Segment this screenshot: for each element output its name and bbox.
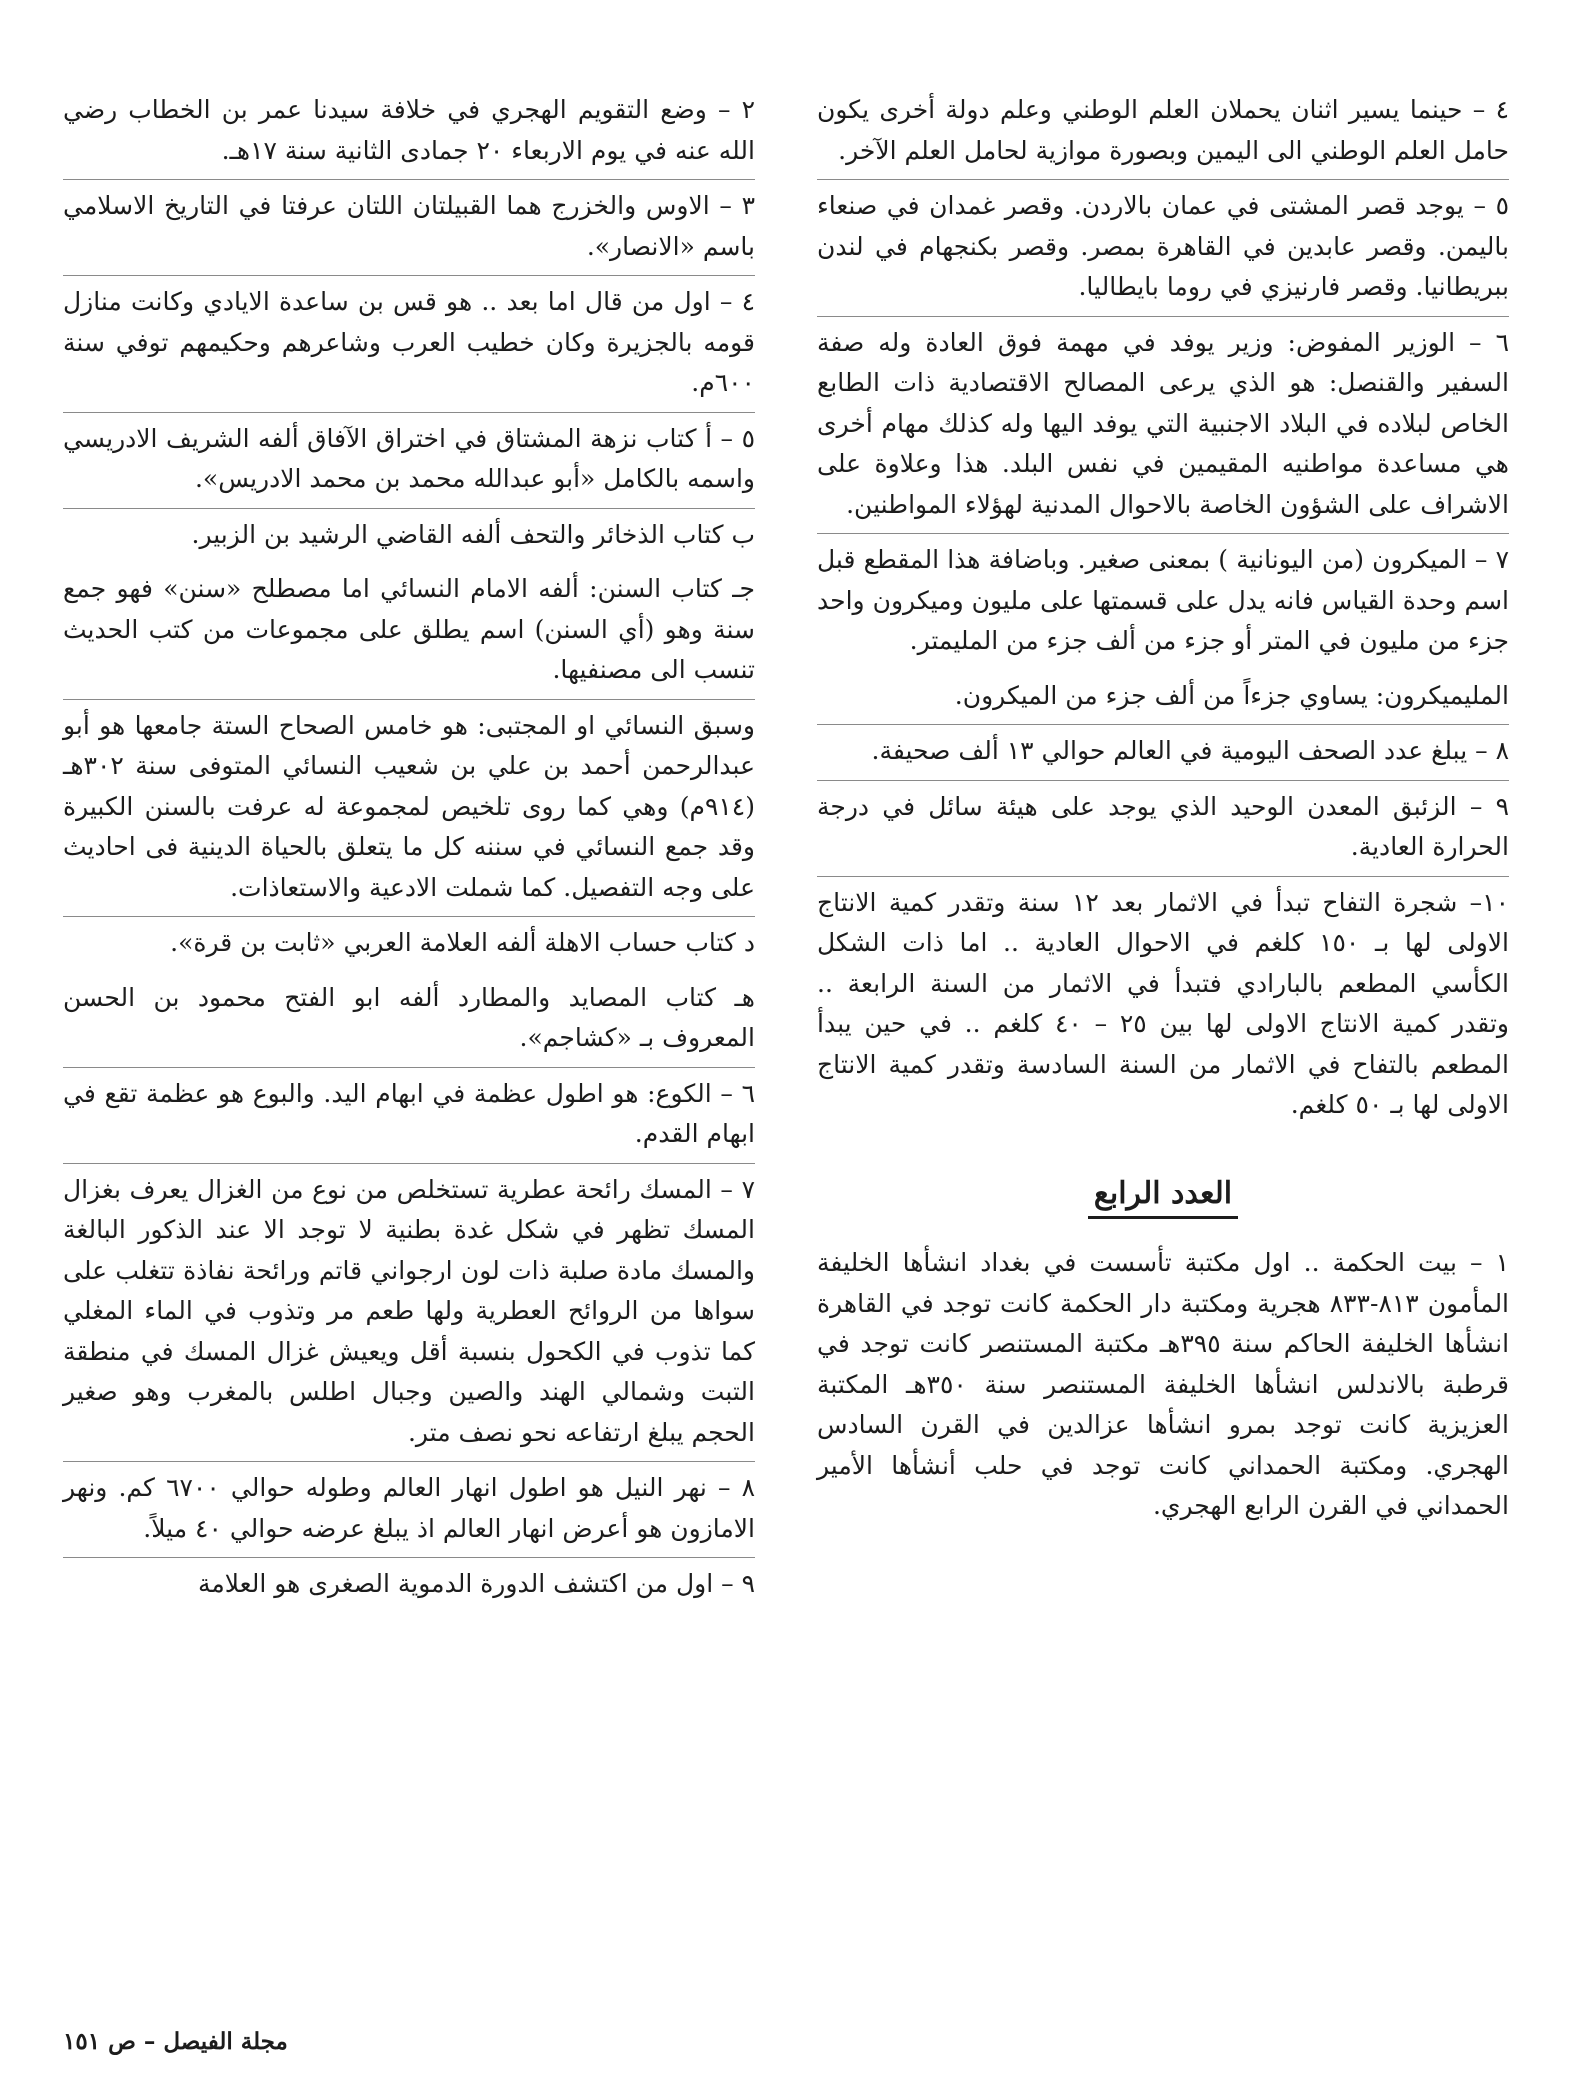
left-column	[63, 84, 755, 1613]
section-title: العدد الرابع	[1088, 1174, 1238, 1220]
article-paragraph: ٧ – المسك رائحة عطرية تستخلص من نوع من الغزال يعرف بغزال المسك تظهر في شكل غدة بطنية لا توجد الا عند الذكور البالغة والمسك مادة صلبة ذات لون ارجواني قاتم ورائحة نفاذة تتغلب على سواها من الروائح العطرية ولها طعم مر وتذوب في الماء المغلي كما تذوب في الكحول بنسبة أقل ويعيش غزال المسك في منطقة التبت وشمالي الهند والصين وجبال اطلس بالمغرب وهو صغير الحجم يبلغ ارتفاعه نحو نصف متر.	[63, 1164, 755, 1463]
article-paragraph: جـ كتاب السنن: ألفه الامام النسائي اما مصطلح «سنن» فهو جمع سنة وهو (أي السنن) اسم يطلق على مجموعات من كتب الحديث تنسب الى مصنفيها.	[63, 563, 755, 700]
article-paragraph: وسبق النسائي او المجتبى: هو خامس الصحاح الستة جامعها هو أبو عبدالرحمن أحمد بن علي بن شعيب النسائي المتوفى سنة ٣٠٢هـ (٩١٤م) وهي كما روى تلخيص لمجموعة له عرفت بالسنن الكبيرة وقد جمع النسائي في سننه كل ما يتعلق بالحياة الدينية فى احاديث على وجه التفصيل. كما شملت الادعية والاستعاذات.	[63, 700, 755, 918]
article-paragraph: ٧ – الميكرون (من اليونانية ) بمعنى صغير. وباضافة هذا المقطع قبل اسم وحدة القياس فانه يدل على قسمتها على مليون وميكرون واحد جزء من مليون في المتر أو جزء من ألف جزء من المليمتر.	[817, 545, 1509, 655]
article-paragraph: ٢ – وضع التقويم الهجري في خلافة سيدنا عمر بن الخطاب رضي الله عنه في يوم الاربعاء ٢٠ جمادى الثانية سنة ١٧هـ.	[63, 84, 755, 180]
article-paragraph: ٤ – حينما يسير اثنان يحملان العلم الوطني وعلم دولة أخرى يكون حامل العلم الوطني الى اليمين وبصورة موازية لحامل العلم الآخر.	[817, 84, 1509, 180]
article-paragraph: ٥ – يوجد قصر المشتى في عمان بالاردن. وقصر غمدان في صنعاء باليمن. وقصر عابدين في القاهرة بمصر. وقصر بكنجهام في لندن ببريطانيا. وقصر فارنيزي في روما بايطاليا.	[817, 180, 1509, 317]
article-paragraph: ١ – بيت الحكمة .. اول مكتبة تأسست في بغداد انشأها الخليفة المأمون ٨١٣-٨٣٣ هجرية ومكتبة دار الحكمة كانت توجد في القاهرة انشأها الخليفة الحاكم سنة ٣٩٥هـ مكتبة المستنصر كانت توجد في قرطبة بالاندلس انشأها الخليفة المستنصر سنة ٣٥٠هـ المكتبة العزيزية كانت توجد بمرو انشأها عزالدين في القرن السادس الهجري. ومكتبة الحمداني كانت توجد في حلب أنشأها الأمير الحمداني في القرن الرابع الهجري.	[817, 1248, 1510, 1520]
article-paragraph: ٥ – أ كتاب نزهة المشتاق في اختراق الآفاق ألفه الشريف الادريسي واسمه بالكامل «أبو عبدالله محمد بن محمد الادريس».	[63, 413, 755, 509]
article-paragraph: د كتاب حساب الاهلة ألفه العلامة العربي «ثابت بن قرة».	[170, 928, 755, 957]
article-paragraph: ٦ – الكوع: هو اطول عظمة في ابهام اليد. والبوع هو عظمة تقع في ابهام القدم.	[63, 1068, 755, 1164]
article-paragraph: المليميكرون: يساوي جزءاً من ألف جزء من الميكرون.	[817, 670, 1509, 726]
article-paragraph: ٩ – الزئبق المعدن الوحيد الذي يوجد على هيئة سائل في درجة الحرارة العادية.	[817, 781, 1509, 877]
article-paragraph: ٤ – اول من قال اما بعد .. هو قس بن ساعدة الايادي وكانت منازل قومه بالجزيرة وكان خطيب العرب وشاعرهم وحكيمهم توفي سنة ٦٠٠م.	[63, 276, 755, 413]
article-paragraph: ٩ – اول من اكتشف الدورة الدموية الصغرى هو العلامة	[197, 1569, 755, 1598]
article-paragraph: ٣ – الاوس والخزرج هما القبيلتان اللتان عرفتا في التاريخ الاسلامي باسم «الانصار».	[63, 180, 755, 276]
article-paragraph: ٨ – يبلغ عدد الصحف اليومية في العالم حوالي ١٣ ألف صحيفة.	[817, 725, 1509, 781]
article-paragraph: ٦ – الوزير المفوض: وزير يوفد في مهمة فوق العادة وله صفة السفير والقنصل: هو الذي يرعى المصالح الاقتصادية ذات الطابع الخاص لبلاده في البلاد الاجنبية التي يوفد اليها وله كذلك مهام أخرى هي مساعدة مواطنيه المقيمين في نفس البلد. هذا وعلاوة على الاشراف على الشؤون الخاصة بالاحوال المدنية لهؤلاء المواطنين.	[817, 317, 1509, 535]
article-paragraph: هـ كتاب المصايد والمطارد ألفه ابو الفتح محمود بن الحسن المعروف بـ «كشاجم».	[63, 972, 755, 1068]
section-heading	[817, 1174, 1509, 1220]
page-footer: مجلة الفيصل – ص ١٥١	[63, 2028, 288, 2055]
right-column	[817, 84, 1509, 1535]
article-paragraph: ٨ – نهر النيل هو اطول انهار العالم وطوله حوالي ٦٧٠٠ كم. ونهر الامازون هو أعرض انهار العالم اذ يبلغ عرضه حوالي ٤٠ ميلاً.	[63, 1462, 755, 1558]
article-paragraph: ١٠– شجرة التفاح تبدأ في الاثمار بعد ١٢ سنة وتقدر كمية الانتاج الاولى لها بـ ١٥٠ كلغم في الاحوال العادية .. اما ذات الشكل الكأسي المطعم بالبارادي فتبدأ في الاثمار من السنة الرابعة .. وتقدر كمية الانتاج الاولى لها بين ٢٥ – ٤٠ كلغم .. في حين يبدأ المطعم بالتفاح في الاثمار من السنة السادسة وتقدر كمية الانتاج الاولى لها بـ ٥٠ كلغم.	[817, 887, 1509, 1119]
article-paragraph: ب كتاب الذخائر والتحف ألفه القاضي الرشيد بن الزبير.	[191, 519, 755, 549]
